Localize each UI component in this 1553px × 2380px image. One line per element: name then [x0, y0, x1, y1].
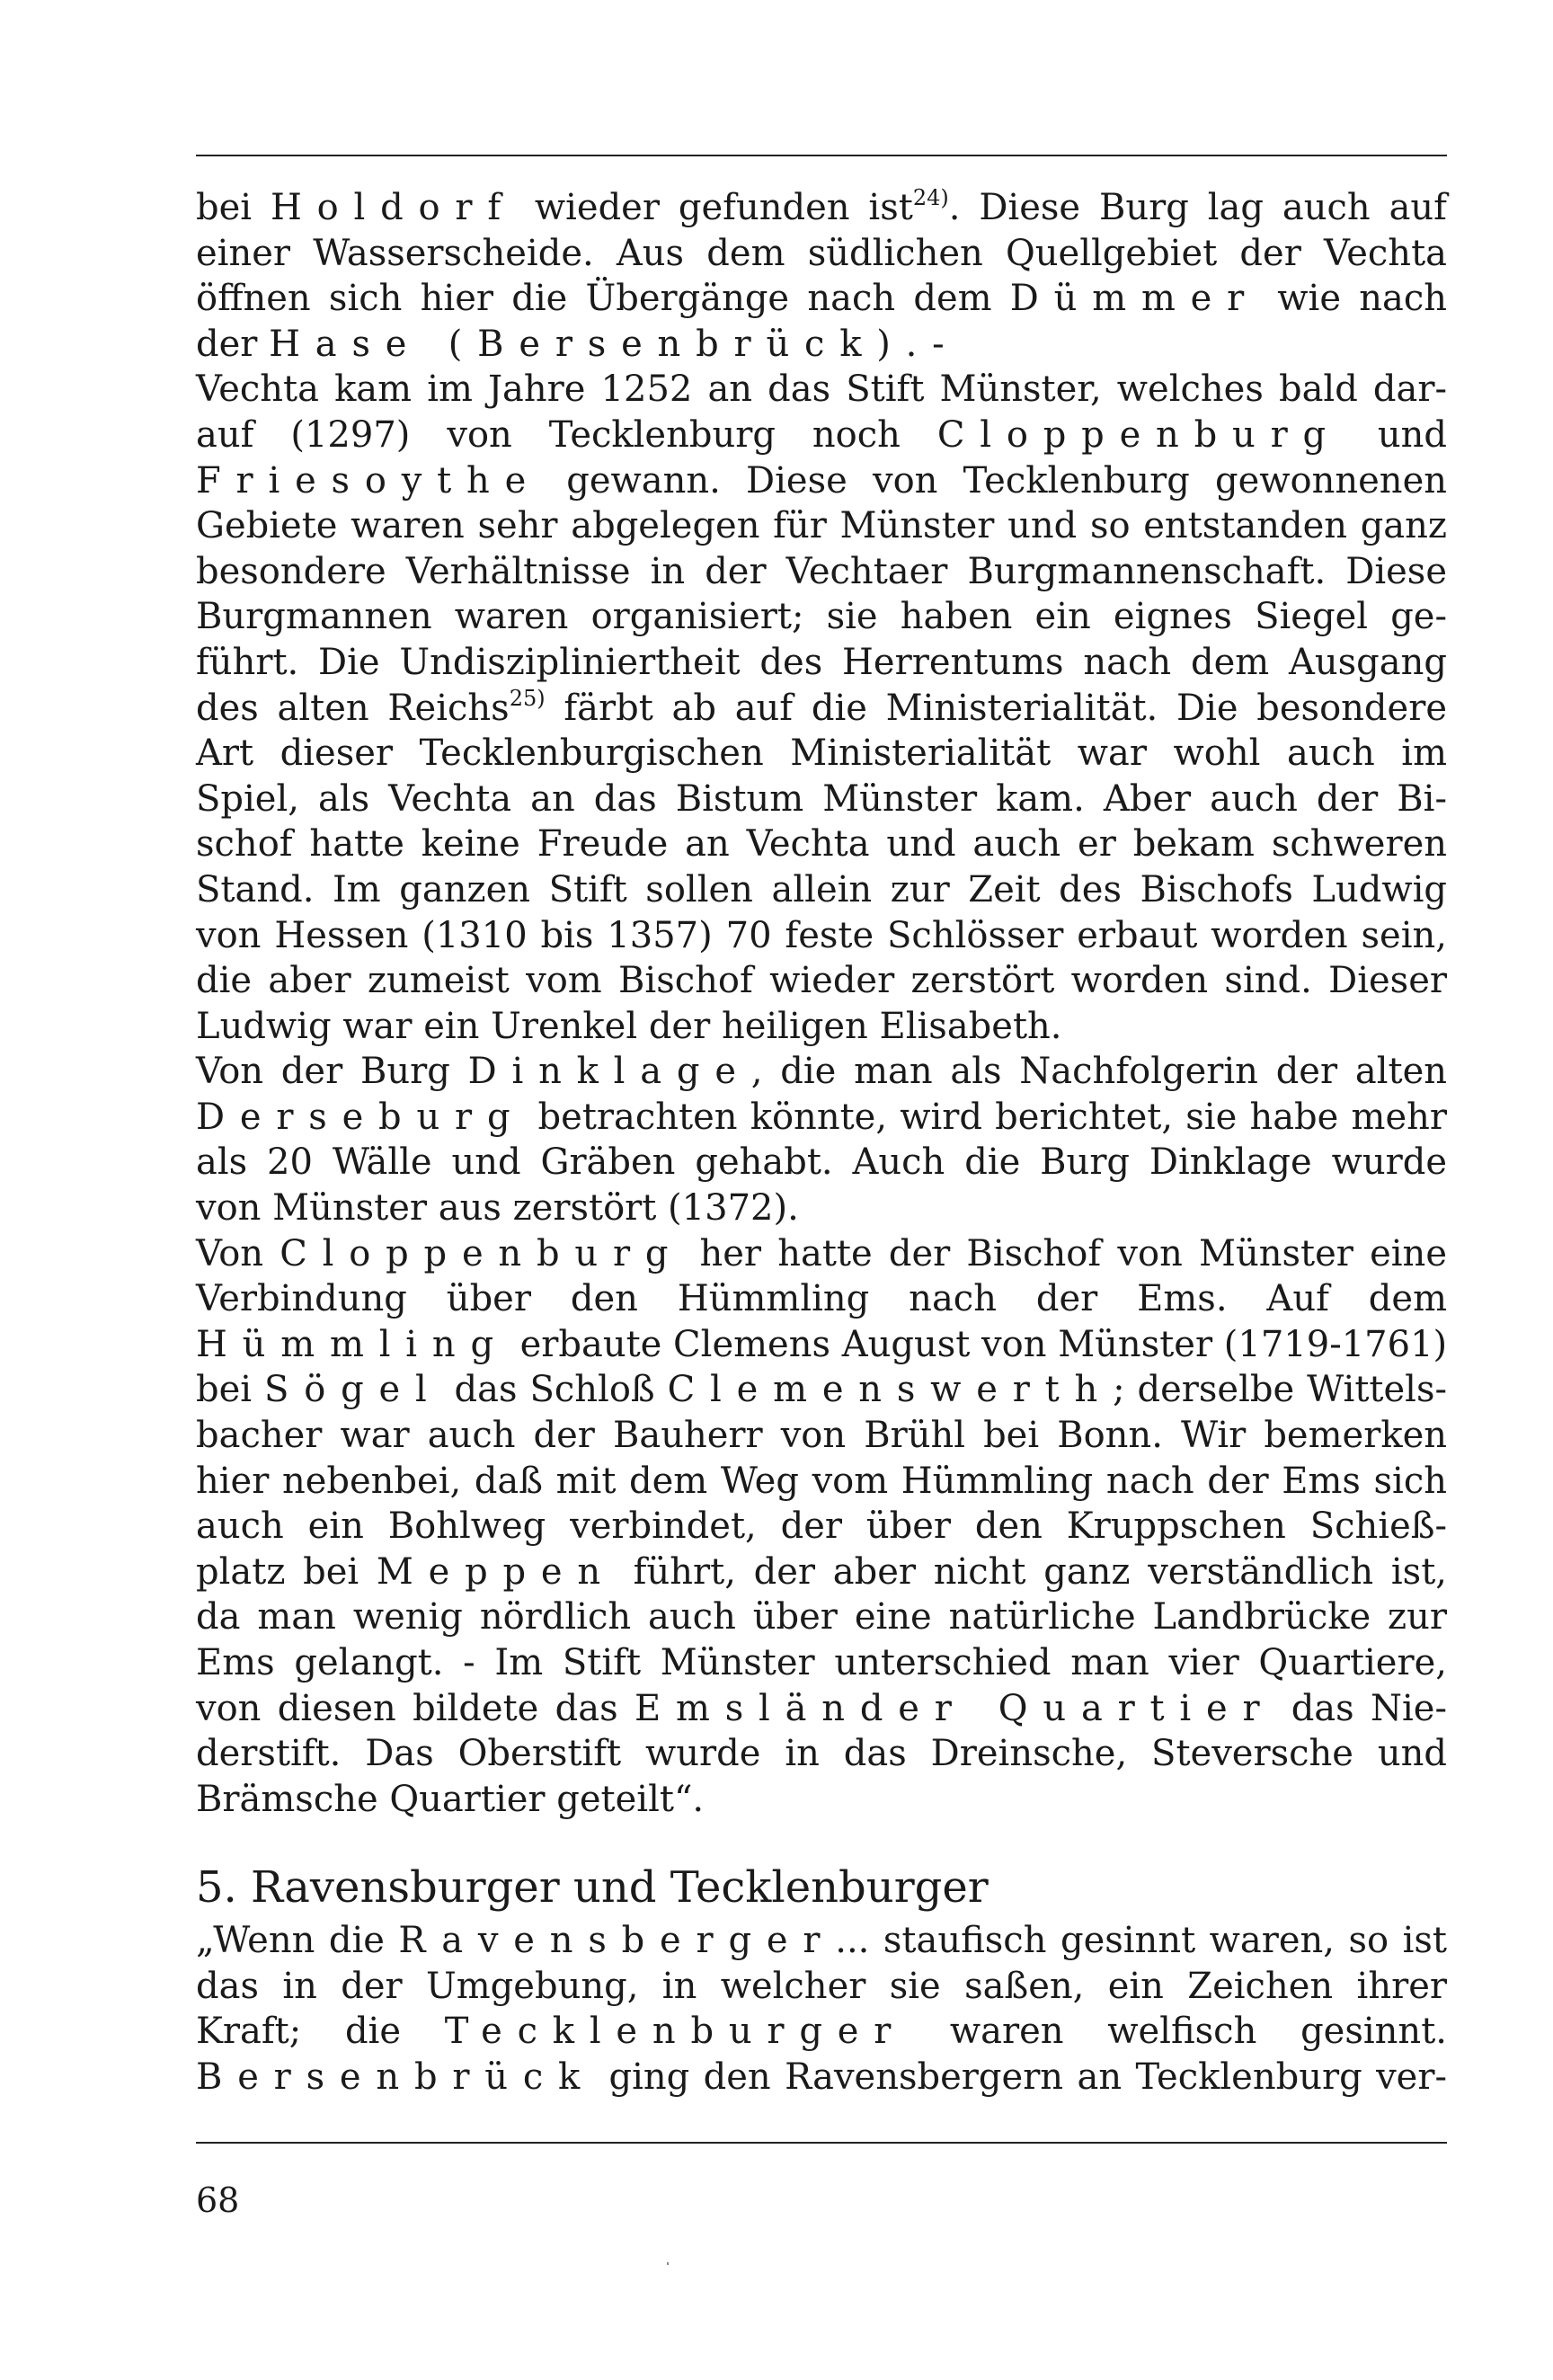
text-run: „Wenn die	[196, 1920, 399, 1961]
text-run: Spiel, als Vechta an das Bistum Münster kam. Aber auch der Bi-	[196, 777, 1447, 820]
paper-speck	[667, 2262, 669, 2265]
text-line	[196, 1731, 1447, 1777]
text-run: Kraft; die	[196, 2011, 445, 2053]
text-run: einer Wasserscheide. Aus dem südlichen Quellgebiet der Vechta	[196, 232, 1447, 274]
text-run: ... staufisch gesinnt waren, so ist	[835, 1920, 1448, 1961]
text-run: von diesen bildete das	[196, 1687, 635, 1729]
text-run: Stand. Im ganzen Stift sollen allein zur Zeit des Bischofs Ludwig	[196, 868, 1447, 910]
text-line	[196, 2009, 1447, 2055]
text-run: Gebiete waren sehr abgelegen für Münster und so entstanden ganz	[196, 505, 1447, 547]
text-run: . Diese Burg lag auch auf	[948, 187, 1447, 228]
top-rule	[196, 155, 1447, 156]
spaced-name: Cloppenburg	[280, 1232, 684, 1274]
text-run: Verbindung über den Hümmling nach der Ems. Auf dem	[196, 1278, 1447, 1320]
spaced-name: Friesoythe	[196, 459, 542, 502]
text-run: hier nebenbei, daß mit dem Weg vom Hümmling nach der Ems sich	[196, 1460, 1447, 1502]
text-run: Von	[196, 1232, 280, 1274]
text-run: schof hatte keine Freude an Vechta und auch er bekam schweren	[196, 823, 1447, 866]
spaced-name: Holdorf	[270, 187, 516, 228]
text-run: derstift. Das Oberstift wurde in das Dreinsche, Steversche und	[196, 1733, 1447, 1775]
text-line	[196, 322, 1447, 368]
spaced-name: Clemenswerth	[667, 1369, 1114, 1411]
bottom-rule	[196, 2142, 1447, 2144]
text-run: von Hessen (1310 bis 1357) 70 feste Schlösser erbaut worden sein,	[196, 914, 1447, 956]
text-run: wieder gefunden ist	[515, 187, 913, 228]
text-run: Brämsche Quartier geteilt“.	[196, 1778, 705, 1820]
text-line	[196, 1186, 1447, 1231]
text-run: auf (1297) von Tecklenburg noch	[196, 413, 937, 456]
text-run: Burgmannen waren organisiert; sie haben ein eignes Siegel ge-	[196, 596, 1447, 638]
spaced-name: Hase (Bersenbrück).-	[269, 323, 960, 365]
text-run: das in der Umgebung, in welcher sie saßen, ein Zeichen ihrer	[196, 1965, 1447, 2007]
text-run: da man wenig nördlich auch über eine natürliche Landbrücke zur	[196, 1596, 1447, 1638]
text-line	[196, 867, 1447, 913]
section-text	[196, 1918, 1447, 2100]
text-run: ; derselbe Wittels-	[1113, 1369, 1447, 1411]
text-run: wie nach	[1259, 278, 1448, 320]
text-line	[196, 1459, 1447, 1505]
text-line	[196, 413, 1447, 458]
text-line	[196, 1686, 1447, 1732]
spaced-name: Bersenbrück	[196, 2056, 596, 2098]
spaced-name: Ravensberger	[398, 1920, 836, 1961]
text-run: führt. Die Undiszipliniertheit des Herrentums nach dem Ausgang	[196, 641, 1447, 683]
text-line	[196, 1140, 1447, 1186]
text-line	[196, 686, 1447, 732]
text-line	[196, 1504, 1447, 1550]
text-run: platz bei	[196, 1550, 377, 1593]
text-line	[196, 1594, 1447, 1640]
text-line	[196, 276, 1447, 322]
text-run: betrachten könnte, wird berichtet, sie habe mehr	[525, 1096, 1447, 1138]
text-line	[196, 503, 1447, 549]
text-run: auch ein Bohlweg verbindet, der über den Kruppschen Schieß-	[196, 1505, 1447, 1548]
text-line	[196, 367, 1447, 413]
text-line	[196, 731, 1447, 777]
text-run: Von der Burg	[196, 1051, 468, 1093]
text-line	[196, 1640, 1447, 1686]
page-number: 68	[196, 2180, 240, 2220]
footnote-ref: 24)	[912, 185, 949, 210]
text-line	[196, 185, 1447, 231]
text-line	[196, 1322, 1447, 1368]
text-line	[196, 821, 1447, 867]
spaced-name: Hümmling	[196, 1323, 509, 1365]
text-line	[196, 1777, 1447, 1823]
text-line	[196, 458, 1447, 504]
text-run: gewann. Diese von Tecklenburg gewonnenen	[541, 459, 1447, 502]
text-run: bei	[196, 187, 271, 228]
text-run: Ludwig war ein Urenkel der heiligen Elisabeth.	[196, 1005, 1062, 1047]
text-line	[196, 1095, 1447, 1141]
text-run: Art dieser Tecklenburgischen Ministerialität war wohl auch im	[196, 733, 1447, 775]
spaced-name: Sögel	[264, 1369, 442, 1411]
text-run: , die man als Nachfolgerin der alten	[750, 1051, 1447, 1093]
text-line	[196, 1276, 1447, 1322]
text-run: her hatte der Bischof von Münster eine	[683, 1232, 1447, 1274]
spaced-name: Tecklenburger	[444, 2011, 907, 2053]
text-line	[196, 1367, 1447, 1413]
text-run: färbt ab auf die Ministerialität. Die besondere	[545, 687, 1447, 729]
text-run: öffnen sich hier die Übergänge nach dem	[196, 278, 1010, 320]
text-line	[196, 958, 1447, 1004]
spaced-name: Dinklage	[467, 1051, 751, 1093]
text-run: das Nie-	[1274, 1687, 1447, 1729]
text-run: das Schloß	[441, 1369, 668, 1411]
spaced-name: Emsländer Quartier	[635, 1687, 1275, 1729]
text-line	[196, 777, 1447, 822]
text-line	[196, 1049, 1447, 1095]
text-run: und	[1340, 413, 1448, 456]
spaced-name: Derseburg	[196, 1096, 526, 1138]
text-line	[196, 594, 1447, 640]
text-run: des alten Reichs	[196, 687, 510, 729]
text-run: der	[196, 323, 270, 365]
text-line	[196, 1550, 1447, 1595]
text-run: von Münster aus zerstört (1372).	[196, 1187, 799, 1230]
text-line	[196, 1964, 1447, 2010]
text-run: waren welfisch gesinnt.	[906, 2011, 1447, 2053]
text-run: ging den Ravensbergern an Tecklenburg ver-	[595, 2056, 1447, 2098]
main-text	[196, 185, 1447, 1822]
text-run: erbaute Clemens August von Münster (1719-1761)	[508, 1323, 1448, 1365]
text-run: besondere Verhältnisse in der Vechtaer Burgmannenschaft. Diese	[196, 550, 1447, 592]
text-run: Ems gelangt. - Im Stift Münster unterschied man vier Quartiere,	[196, 1642, 1447, 1683]
footnote-ref: 25)	[509, 685, 546, 711]
text-run: als 20 Wälle und Gräben gehabt. Auch die Burg Dinklage wurde	[196, 1141, 1447, 1184]
text-line	[196, 549, 1447, 595]
text-run: führt, der aber nicht ganz verständlich ist,	[615, 1550, 1447, 1593]
text-line	[196, 1918, 1447, 1964]
text-line	[196, 1004, 1447, 1050]
text-run: bacher war auch der Bauherr von Brühl bei Bonn. Wir bemerken	[196, 1415, 1447, 1457]
text-line	[196, 1413, 1447, 1459]
spaced-name: Dümmer	[1009, 278, 1260, 320]
text-line	[196, 640, 1447, 686]
text-line	[196, 2055, 1447, 2100]
spaced-name: Cloppenburg	[936, 413, 1341, 456]
section-heading: 5. Ravensburger und Tecklenburger	[196, 1862, 989, 1913]
text-run: bei	[196, 1369, 265, 1411]
text-run: die aber zumeist vom Bischof wieder zerstört worden sind. Dieser	[196, 960, 1447, 1002]
text-run: Vechta kam im Jahre 1252 an das Stift Münster, welches bald dar-	[196, 369, 1447, 411]
text-line	[196, 231, 1447, 277]
text-line	[196, 913, 1447, 959]
text-line	[196, 1231, 1447, 1277]
spaced-name: Meppen	[376, 1550, 616, 1593]
